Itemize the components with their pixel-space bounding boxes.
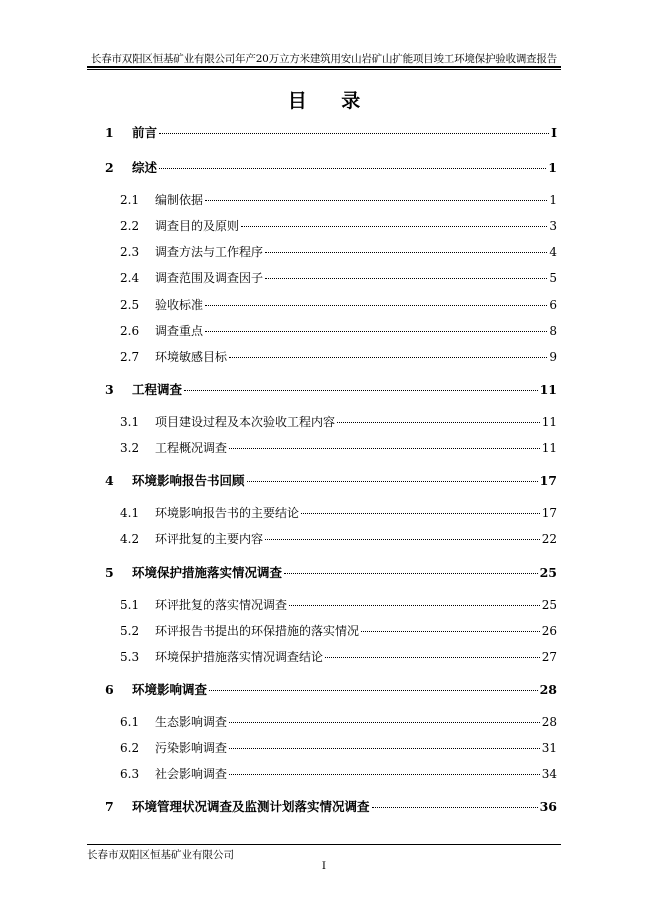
toc-entry-page: 17 <box>541 506 557 520</box>
toc-entry-page: 11 <box>539 382 557 397</box>
toc-entry-title: 调查范围及调查因子 <box>155 271 264 285</box>
toc-entry-number: 6.3 <box>120 767 140 781</box>
toc-entry-title: 环境影响调查 <box>132 682 208 697</box>
toc-entry-page: 11 <box>541 415 557 429</box>
toc-entry-page: 25 <box>539 565 557 580</box>
toc-entry-page: 31 <box>541 741 557 755</box>
toc-entry[interactable] <box>120 192 557 208</box>
toc-entry[interactable] <box>120 623 557 639</box>
toc-entry-title: 环境影响报告书回顾 <box>132 473 245 488</box>
toc-entry-title: 环境保护措施落实情况调查结论 <box>155 650 324 664</box>
toc-entry-page: 27 <box>541 650 557 664</box>
toc-leader-dots <box>284 572 538 574</box>
toc-entry-number: 2.1 <box>120 193 140 207</box>
toc-entry-number: 2.5 <box>120 298 140 312</box>
toc-leader-dots <box>372 806 538 808</box>
toc-entry[interactable] <box>120 414 557 430</box>
toc-entry[interactable] <box>120 740 557 756</box>
toc-entry[interactable] <box>120 297 557 313</box>
toc-entry-title: 环境保护措施落实情况调查 <box>132 565 283 580</box>
toc-entry-title: 调查方法与工作程序 <box>155 245 264 259</box>
toc-leader-dots <box>337 421 540 423</box>
toc-entry-title: 前言 <box>132 125 158 140</box>
toc-entry-number: 2 <box>105 160 114 175</box>
toc-entry-page: 28 <box>539 682 557 697</box>
toc-entry-number: 4.1 <box>120 506 140 520</box>
toc-entry-page: 9 <box>549 350 557 364</box>
toc-entry[interactable] <box>120 649 557 665</box>
toc-entry-number: 2.4 <box>120 271 140 285</box>
toc-heading: 目 录 <box>287 90 375 112</box>
toc-leader-dots <box>265 538 540 540</box>
toc-entry[interactable] <box>105 382 557 398</box>
toc-entry-page: 36 <box>539 799 557 814</box>
toc-entry[interactable] <box>120 218 557 234</box>
toc-entry-number: 2.6 <box>120 324 140 338</box>
toc-entry-title: 编制依据 <box>155 193 204 207</box>
toc-leader-dots <box>289 604 540 606</box>
toc-entry[interactable] <box>120 244 557 260</box>
toc-entry[interactable] <box>120 440 557 456</box>
toc-entry-number: 2.7 <box>120 350 140 364</box>
toc-entry-title: 环评报告书提出的环保措施的落实情况 <box>155 624 360 638</box>
toc-entry-page: 26 <box>541 624 557 638</box>
toc-entry[interactable] <box>120 505 557 521</box>
toc-leader-dots <box>229 773 540 775</box>
toc-leader-dots <box>229 721 540 723</box>
toc-entry-number: 5.3 <box>120 650 140 664</box>
toc-leader-dots <box>159 132 549 134</box>
toc-entry-number: 5.1 <box>120 598 140 612</box>
toc-entry-number: 2.3 <box>120 245 140 259</box>
toc-entry-number: 5 <box>105 565 114 580</box>
toc-entry-number: 5.2 <box>120 624 140 638</box>
toc-entry-page: 22 <box>541 532 557 546</box>
toc-leader-dots <box>184 389 538 391</box>
toc-entry-number: 3.2 <box>120 441 140 455</box>
toc-entry[interactable] <box>120 714 557 730</box>
toc-entry-page: 5 <box>549 271 557 285</box>
toc-entry[interactable] <box>120 531 557 547</box>
toc-leader-dots <box>265 277 547 279</box>
toc-entry-number: 6 <box>105 682 114 697</box>
toc-entry-number: 3 <box>105 382 114 397</box>
toc-entry-number: 6.1 <box>120 715 140 729</box>
toc-entry-title: 综述 <box>132 160 158 175</box>
toc-entry-page: 11 <box>541 441 557 455</box>
toc-entry-title: 调查重点 <box>155 324 204 338</box>
toc-entry-title: 调查目的及原则 <box>155 219 240 233</box>
toc-leader-dots <box>265 251 547 253</box>
header-rule-thin <box>87 69 561 70</box>
toc-entry-title: 验收标准 <box>155 298 204 312</box>
toc-entry-page: 1 <box>548 160 557 175</box>
toc-entry-title: 环境管理状况调查及监测计划落实情况调查 <box>132 799 370 814</box>
toc-entry[interactable] <box>105 473 557 489</box>
toc-leader-dots <box>301 512 540 514</box>
toc-entry-page: 6 <box>549 298 557 312</box>
toc-entry-title: 工程概况调查 <box>155 441 228 455</box>
toc-leader-dots <box>241 225 547 227</box>
toc-entry-number: 2.2 <box>120 219 140 233</box>
toc-entry[interactable] <box>105 799 557 815</box>
footer-page-number: I <box>321 860 327 872</box>
toc-entry[interactable] <box>120 270 557 286</box>
toc-entry-number: 4.2 <box>120 532 140 546</box>
toc-entry[interactable] <box>105 160 557 176</box>
toc-entry-page: 8 <box>549 324 557 338</box>
toc-entry-title: 环评批复的落实情况调查 <box>155 598 288 612</box>
toc-entry-page: 17 <box>539 473 557 488</box>
toc-leader-dots <box>205 199 547 201</box>
toc-leader-dots <box>361 630 540 632</box>
toc-leader-dots <box>229 747 540 749</box>
toc-leader-dots <box>205 304 547 306</box>
toc-entry-page: 28 <box>541 715 557 729</box>
toc-leader-dots <box>159 167 546 169</box>
footer-rule <box>87 844 561 845</box>
toc-entry-title: 环境敏感目标 <box>155 350 228 364</box>
header-rule-thick <box>87 66 561 68</box>
toc-entry[interactable] <box>120 323 557 339</box>
toc-entry[interactable] <box>120 766 557 782</box>
toc-entry-number: 3.1 <box>120 415 140 429</box>
running-header: 长春市双阳区恒基矿业有限公司年产20万立方米建筑用安山岩矿山扩能项目竣工环境保护验收调查报告 <box>90 53 558 65</box>
toc-entry-title: 环境影响报告书的主要结论 <box>155 506 300 520</box>
toc-entry-page: 1 <box>549 193 557 207</box>
toc-entry[interactable] <box>120 349 557 365</box>
toc-leader-dots <box>205 330 547 332</box>
toc-entry-number: 4 <box>105 473 114 488</box>
toc-leader-dots <box>247 480 538 482</box>
toc-entry-page: 25 <box>541 598 557 612</box>
toc-entry-title: 社会影响调查 <box>155 767 228 781</box>
toc-leader-dots <box>229 356 547 358</box>
toc-entry[interactable] <box>105 565 557 581</box>
toc-leader-dots <box>209 689 538 691</box>
toc-entry-title: 项目建设过程及本次验收工程内容 <box>155 415 336 429</box>
toc-entry-title: 环评批复的主要内容 <box>155 532 264 546</box>
toc-entry-page: I <box>551 125 557 140</box>
toc-entry-number: 1 <box>105 125 114 140</box>
footer-company: 长春市双阳区恒基矿业有限公司 <box>87 849 234 861</box>
toc-entry[interactable] <box>120 597 557 613</box>
toc-leader-dots <box>229 447 540 449</box>
toc-entry-number: 7 <box>105 799 114 814</box>
toc-entry-number: 6.2 <box>120 741 140 755</box>
toc-entry-title: 污染影响调查 <box>155 741 228 755</box>
toc-entry-page: 4 <box>549 245 557 259</box>
toc-entry[interactable] <box>105 125 557 141</box>
toc-entry[interactable] <box>105 682 557 698</box>
toc-entry-title: 工程调查 <box>132 382 183 397</box>
toc-leader-dots <box>325 656 540 658</box>
toc-entry-page: 34 <box>541 767 557 781</box>
toc-entry-title: 生态影响调查 <box>155 715 228 729</box>
toc-entry-page: 3 <box>549 219 557 233</box>
